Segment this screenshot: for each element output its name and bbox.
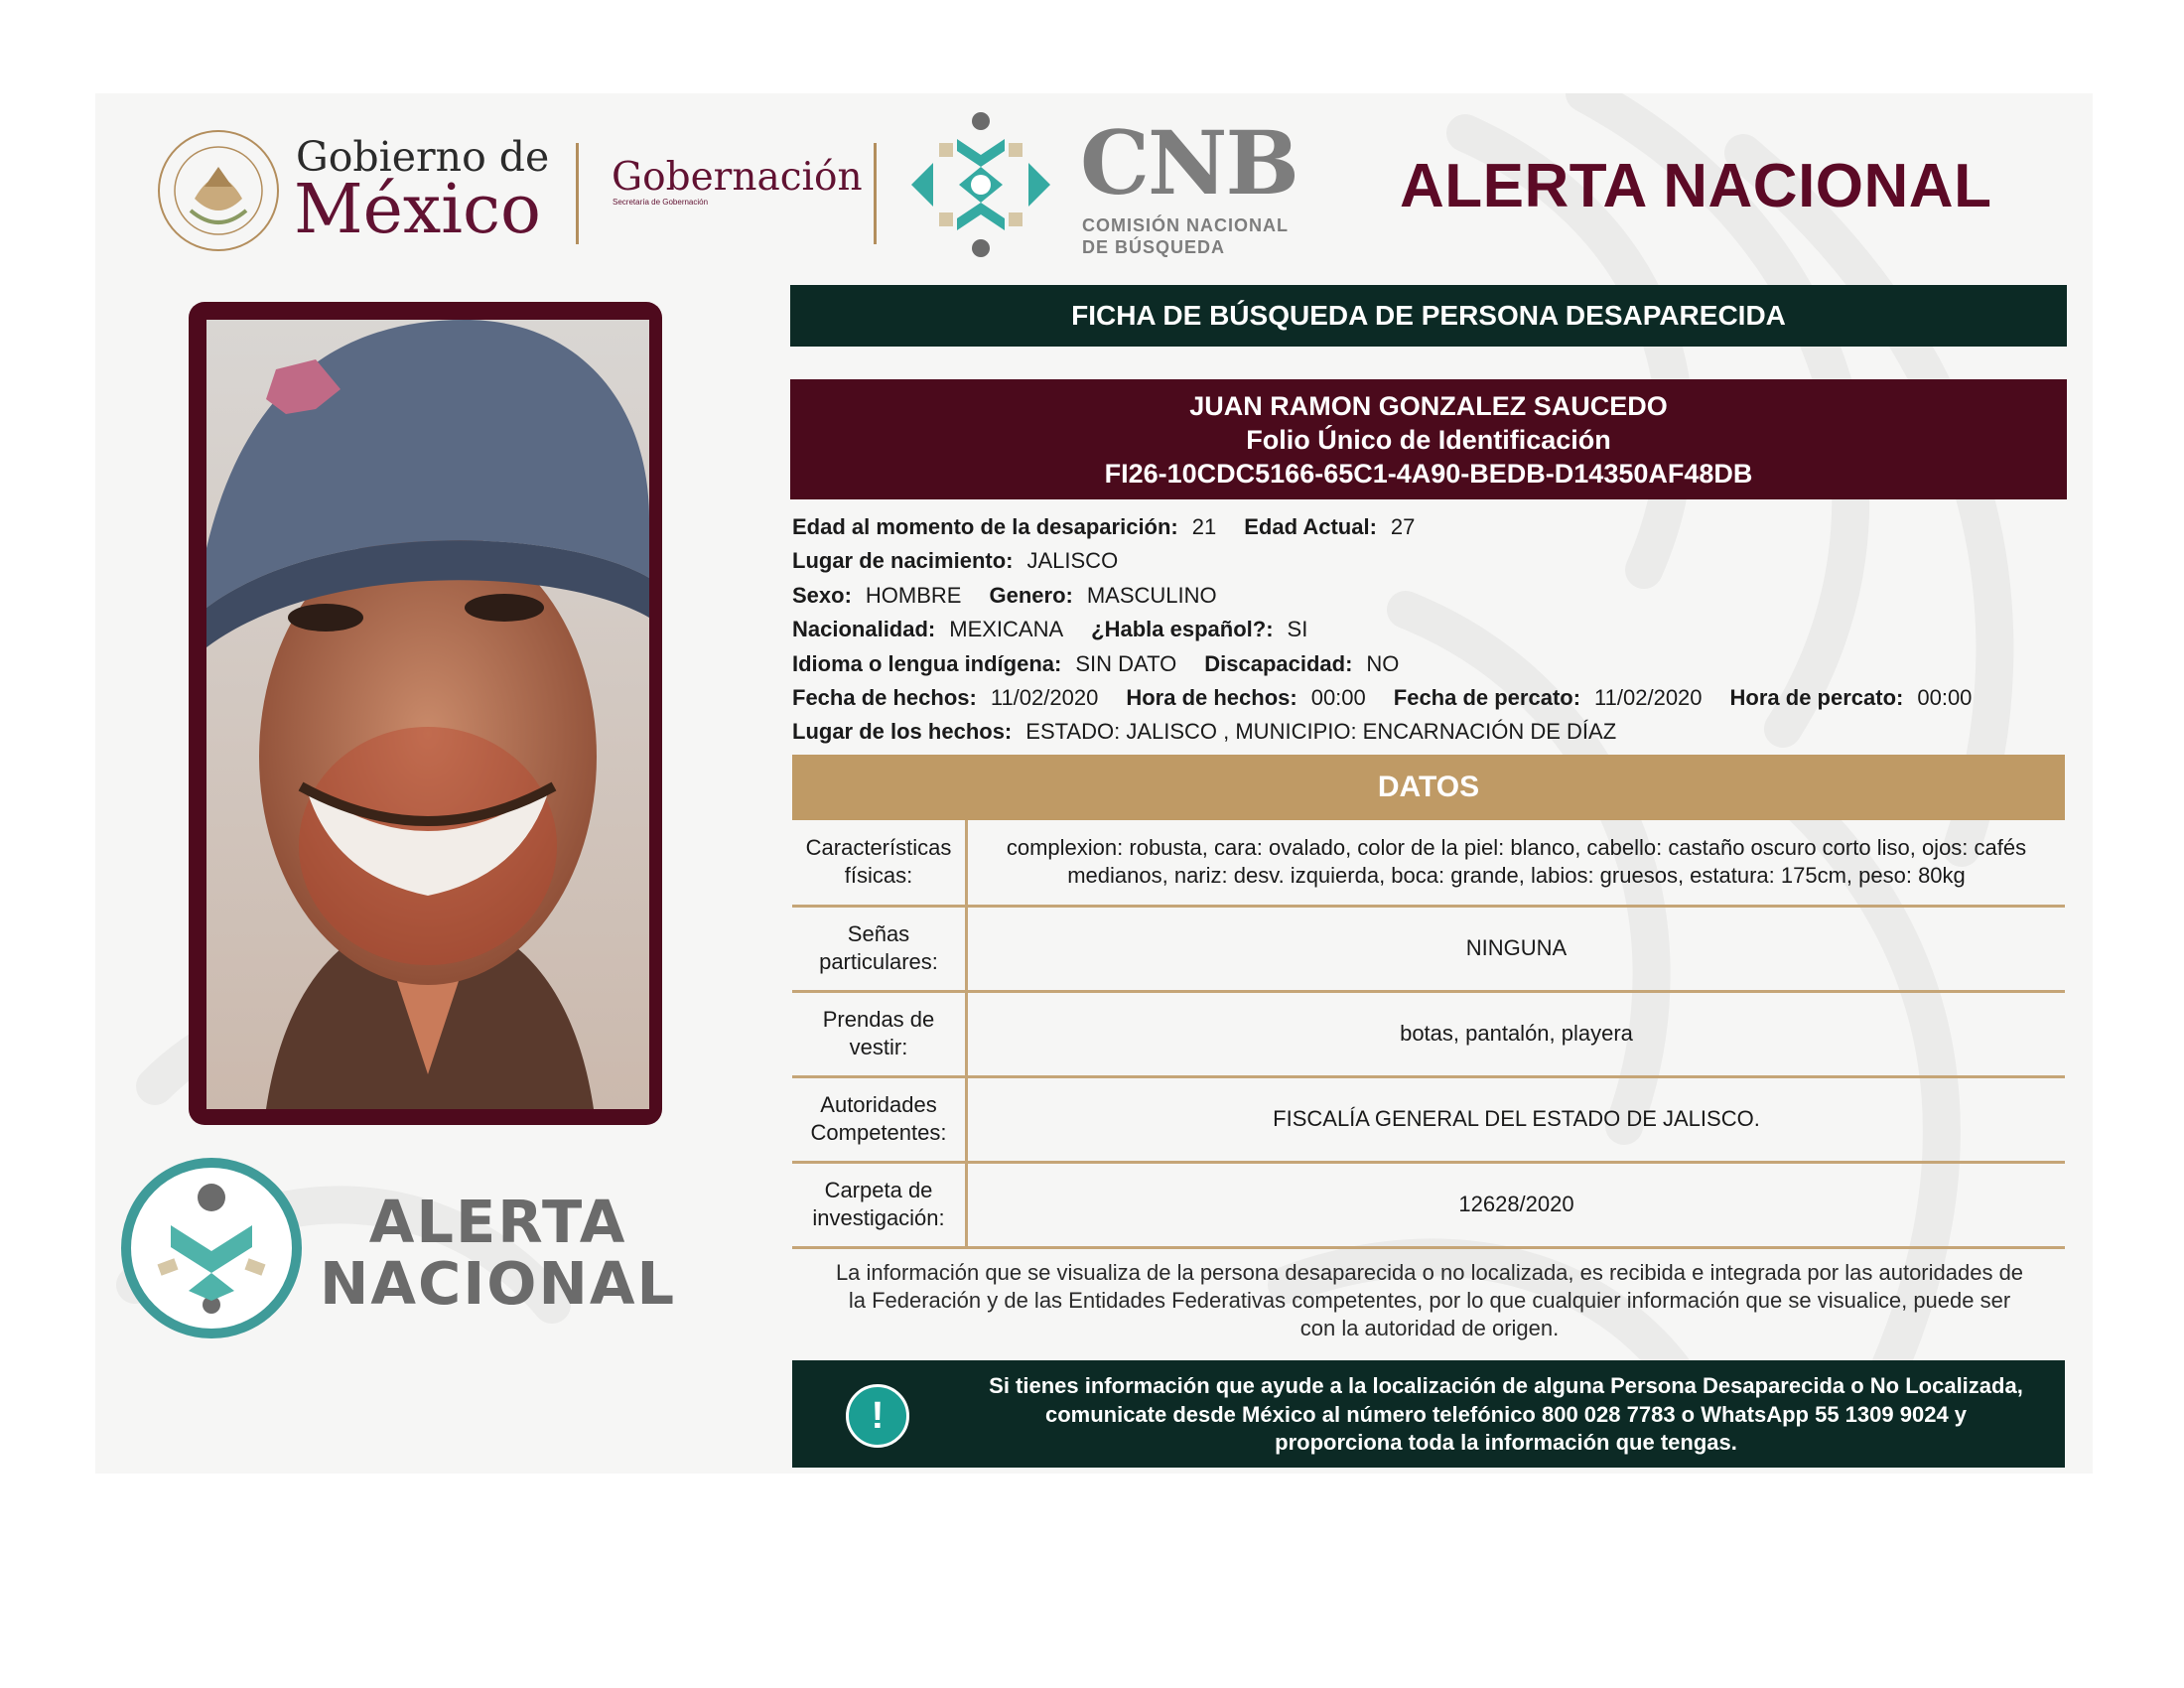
cnb-subtitle (1082, 214, 1289, 258)
table-label: particulares: (819, 949, 938, 974)
info-label: Fecha de percato: (1393, 684, 1581, 710)
contact-banner (792, 1360, 2065, 1468)
info-value: 00:00 (1917, 684, 1973, 710)
info-value: NO (1366, 650, 1400, 676)
info-row (792, 681, 2073, 715)
ficha-title: FICHA DE BÚSQUEDA DE PERSONA DESAPARECIDA (790, 285, 2067, 347)
info-row (792, 510, 2073, 544)
missing-person-photo (206, 320, 649, 1109)
info-label: Fecha de hechos: (792, 684, 977, 710)
alerta-nacional-logo-icon (119, 1156, 304, 1340)
table-value: FISCALÍA GENERAL DEL ESTADO DE JALISCO. (1273, 1106, 1760, 1131)
table-value-cell (967, 820, 2066, 906)
person-info (792, 510, 2073, 750)
table-value-cell (967, 906, 2066, 991)
mexico-coat-of-arms-icon (155, 127, 282, 254)
info-value: MEXICANA (949, 617, 1064, 642)
table-label: Señas (847, 921, 910, 946)
info-row (792, 715, 2073, 749)
info-row (792, 647, 2073, 681)
info-label: Hora de percato: (1729, 684, 1904, 710)
table-value-cell (967, 991, 2066, 1076)
info-value: MASCULINO (1086, 582, 1217, 608)
gobierno-de-text: Gobierno de (296, 133, 550, 181)
info-label: Lugar de los hechos: (792, 719, 1013, 745)
table-value: 12628/2020 (1458, 1192, 1574, 1216)
info-label: ¿Habla español?: (1091, 617, 1274, 642)
table-label: Autoridades (820, 1092, 937, 1117)
table-label: investigación: (812, 1205, 945, 1230)
disclaimer-line: con la autoridad de origen. (1299, 1316, 1560, 1340)
gobernacion-subtitle: Secretaría de Gobernación (613, 198, 709, 207)
table-value: complexion: robusta, cara: ovalado, color de la piel: blanco, cabello: castaño oscuro corto liso, ojos: cafés (1006, 835, 2027, 861)
info-value: 00:00 (1310, 684, 1366, 710)
logo-text-line: ALERTA (368, 1188, 627, 1256)
table-label-cell (792, 991, 967, 1076)
alerta-nacional-title: ALERTA NACIONAL (1400, 152, 1992, 220)
info-label: Edad al momento de la desaparición: (792, 514, 1178, 539)
info-label: Genero: (989, 582, 1073, 608)
info-value: HOMBRE (865, 582, 962, 608)
info-value: JALISCO (1026, 548, 1119, 574)
cnb-subtitle-line: COMISIÓN NACIONAL (1082, 215, 1289, 235)
table-value: NINGUNA (1465, 935, 1568, 960)
table-row (792, 991, 2065, 1076)
info-value: ESTADO: JALISCO , MUNICIPIO: ENCARNACIÓN DE DÍAZ (1025, 719, 1617, 745)
info-label: Idioma o lengua indígena: (792, 650, 1062, 676)
table-label-cell (792, 906, 967, 991)
contact-line: comunicate desde México al número telefónico 800 028 7783 o WhatsApp 55 1309 9024 y (1044, 1401, 1968, 1427)
datos-table (792, 820, 2065, 1249)
datos-header: DATOS (792, 755, 2065, 820)
cnb-subtitle-line: DE BÚSQUEDA (1082, 237, 1226, 257)
cnb-title: CNB (1080, 111, 1297, 214)
disclaimer-text (802, 1259, 2057, 1342)
info-row (792, 544, 2073, 578)
table-label: Prendas de (822, 1007, 935, 1032)
folio-value: FI26-10CDC5166-65C1-4A90-BEDB-D14350AF48DB (1104, 459, 1753, 489)
contact-line: proporciona toda la información que tengas. (1275, 1430, 1737, 1455)
info-value: 21 (1191, 514, 1217, 539)
info-label: Lugar de nacimiento: (792, 548, 1014, 574)
info-value: SIN DATO (1075, 650, 1177, 676)
table-label-cell (792, 1076, 967, 1162)
table-label-cell (792, 1162, 967, 1247)
cnb-logo-icon (901, 105, 1060, 264)
contact-message (965, 1372, 2047, 1458)
person-name-box (790, 379, 2067, 499)
info-row (792, 579, 2073, 613)
logo-text-line: NACIONAL (320, 1249, 677, 1318)
table-value: botas, pantalón, playera (1400, 1021, 1633, 1046)
person-portrait-image (206, 320, 649, 1109)
header-divider (874, 143, 877, 244)
info-value: 11/02/2020 (990, 684, 1099, 710)
disclaimer-line: La información que se visualiza de la persona desaparecida o no localizada, es recibida e integrada por las autoridades de (835, 1260, 2024, 1285)
table-row (792, 1076, 2065, 1162)
info-value: 11/02/2020 (1594, 684, 1703, 710)
disclaimer-line: la Federación y de las Entidades Federativas competentes, por lo que cualquier información que se visualice, puede ser (848, 1288, 2011, 1313)
alerta-nacional-logo-text (320, 1188, 677, 1318)
header-divider (576, 143, 579, 244)
info-label: Discapacidad: (1204, 650, 1353, 676)
person-name: JUAN RAMON GONZALEZ SAUCEDO (1189, 391, 1668, 421)
table-value: medianos, nariz: desv. izquierda, boca: grande, labios: gruesos, estatura: 175cm, peso: 80kg (1067, 863, 1966, 889)
table-label: Competentes: (810, 1120, 947, 1145)
table-label: vestir: (849, 1035, 908, 1059)
table-label: Características (805, 835, 952, 861)
info-label: Sexo: (792, 582, 852, 608)
info-label: Hora de hechos: (1126, 684, 1297, 710)
table-value-cell (967, 1076, 2066, 1162)
info-value: 27 (1390, 514, 1416, 539)
info-label: Edad Actual: (1244, 514, 1377, 539)
info-value: SI (1287, 617, 1308, 642)
info-label: Nacionalidad: (792, 617, 936, 642)
gobernacion-text: Gobernación (612, 155, 863, 200)
contact-line: Si tienes información que ayude a la localización de alguna Persona Desaparecida o No Localizada, (989, 1373, 2023, 1398)
table-label-cell (792, 820, 967, 906)
table-label: Carpeta de (824, 1178, 933, 1202)
table-row (792, 820, 2065, 906)
mexico-text: México (294, 171, 541, 249)
table-label: físicas: (844, 863, 913, 889)
exclamation-icon: ! (846, 1384, 909, 1448)
folio-label: Folio Único de Identificación (1246, 425, 1611, 455)
info-row (792, 613, 2073, 646)
table-row (792, 1162, 2065, 1247)
table-row (792, 906, 2065, 991)
table-value-cell (967, 1162, 2066, 1247)
